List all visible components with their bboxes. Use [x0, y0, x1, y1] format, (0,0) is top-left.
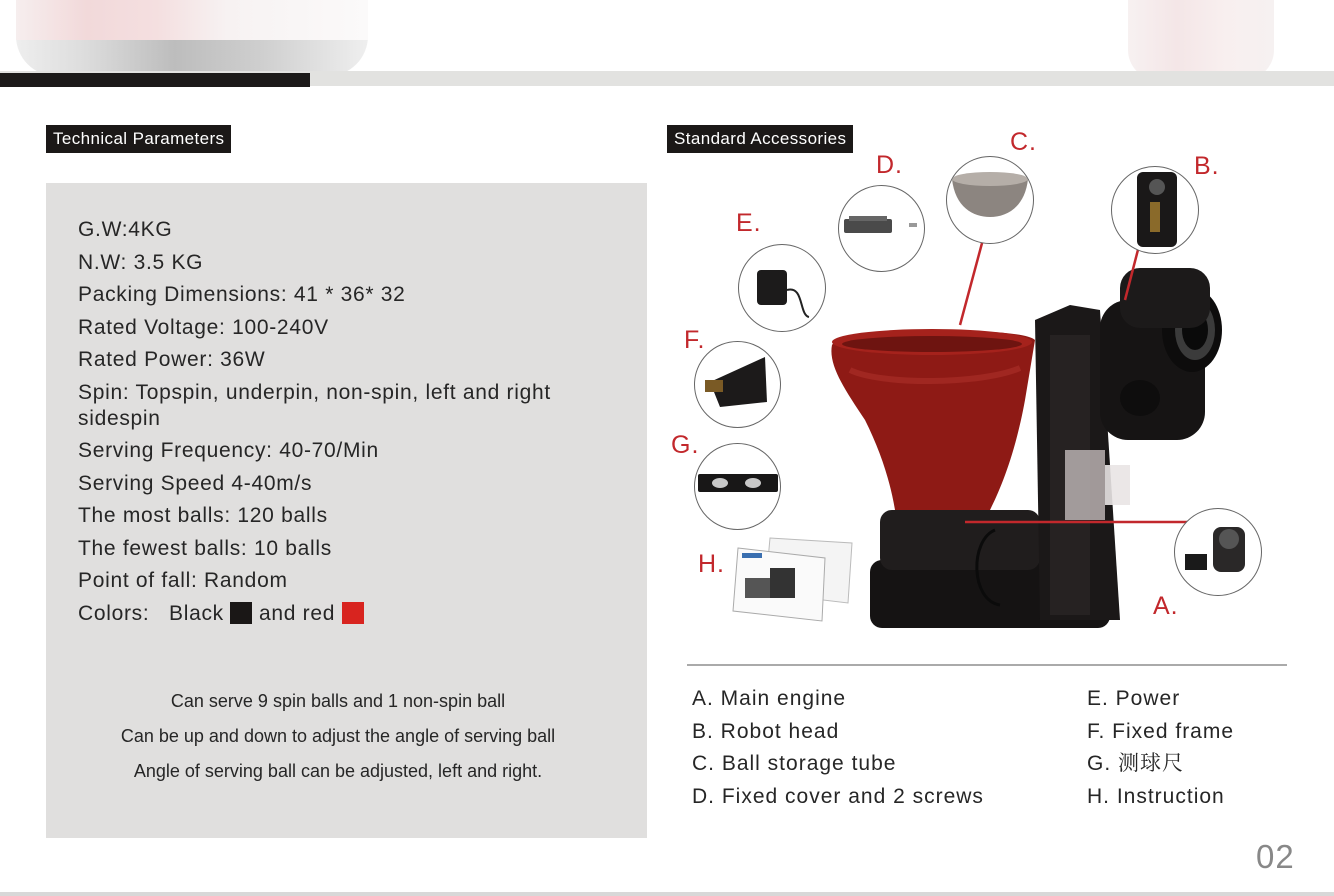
- param-spin: Spin: Topspin, underpin, non-spin, left and right sidespin: [78, 380, 551, 430]
- param-fewest-balls: The fewest balls: 10 balls: [78, 536, 332, 560]
- power-adapter-image: [738, 244, 826, 332]
- main-engine-icon: [1175, 509, 1261, 595]
- fixed-cover-image: [838, 185, 925, 272]
- param-rated-voltage: Rated Voltage: 100-240V: [78, 315, 329, 339]
- param-gross-weight: G.W:4KG: [78, 218, 173, 241]
- ball-storage-tube-image: [946, 156, 1034, 244]
- legend-item: G. 测球尺: [1087, 752, 1185, 775]
- colors-middle: and red: [258, 601, 336, 625]
- storage-tube-icon: [947, 157, 1033, 243]
- technical-parameters-title: Technical Parameters: [46, 125, 231, 153]
- callout-a: A.: [1153, 592, 1179, 620]
- legend-item: C. Ball storage tube: [692, 752, 897, 775]
- param-serving-frequency: Serving Frequency: 40-70/Min: [78, 439, 379, 462]
- param-point-of-fall: Point of fall: Random: [78, 569, 288, 592]
- robot-head-icon: [1112, 167, 1198, 253]
- page-number: 02: [1256, 838, 1295, 875]
- colors-prefix: Colors: Black: [78, 601, 224, 625]
- footer-rule: [0, 892, 1334, 896]
- param-rated-power: Rated Power: 36W: [78, 348, 266, 371]
- param-net-weight: N.W: 3.5 KG: [78, 250, 204, 274]
- legend-item: F. Fixed frame: [1087, 719, 1235, 743]
- callout-f: F.: [684, 326, 706, 354]
- callout-e: E.: [736, 209, 762, 237]
- fixed-frame-image: [694, 341, 781, 428]
- callout-c: C.: [1010, 128, 1037, 156]
- legend-item: B. Robot head: [692, 719, 840, 743]
- legend-item: D. Fixed cover and 2 screws: [692, 784, 984, 808]
- power-adapter-icon: [739, 245, 825, 331]
- standard-accessories-title: Standard Accessories: [667, 125, 853, 153]
- legend-right-column: [1087, 683, 1234, 813]
- callout-b: B.: [1194, 152, 1220, 180]
- param-serving-speed: Serving Speed 4-40m/s: [78, 471, 313, 495]
- ball-gauge-icon: [695, 444, 780, 529]
- fixed-cover-icon: [839, 186, 924, 271]
- feature-note: Can serve 9 spin balls and 1 non-spin ball: [170, 691, 506, 711]
- param-most-balls: The most balls: 120 balls: [78, 504, 328, 527]
- feature-note: Can be up and down to adjust the angle of serving ball: [120, 726, 556, 746]
- callout-d: D.: [876, 151, 903, 179]
- legend-item: A. Main engine: [692, 687, 847, 710]
- fixed-frame-icon: [695, 342, 780, 427]
- ball-gauge-image: [694, 443, 781, 530]
- legend-divider: [687, 664, 1287, 666]
- legend-item: E. Power: [1087, 687, 1181, 710]
- feature-note: Angle of serving ball can be adjusted, left and right.: [133, 761, 543, 781]
- instruction-booklet-image: [730, 533, 855, 623]
- legend-item: H. Instruction: [1087, 784, 1225, 808]
- legend-left-column: [692, 683, 984, 813]
- callout-h: H.: [698, 550, 725, 578]
- robot-head-image: [1111, 166, 1199, 254]
- callout-g: G.: [671, 431, 700, 459]
- main-engine-image: [1174, 508, 1262, 596]
- param-packing-dimensions: Packing Dimensions: 41 * 36* 32: [78, 283, 406, 306]
